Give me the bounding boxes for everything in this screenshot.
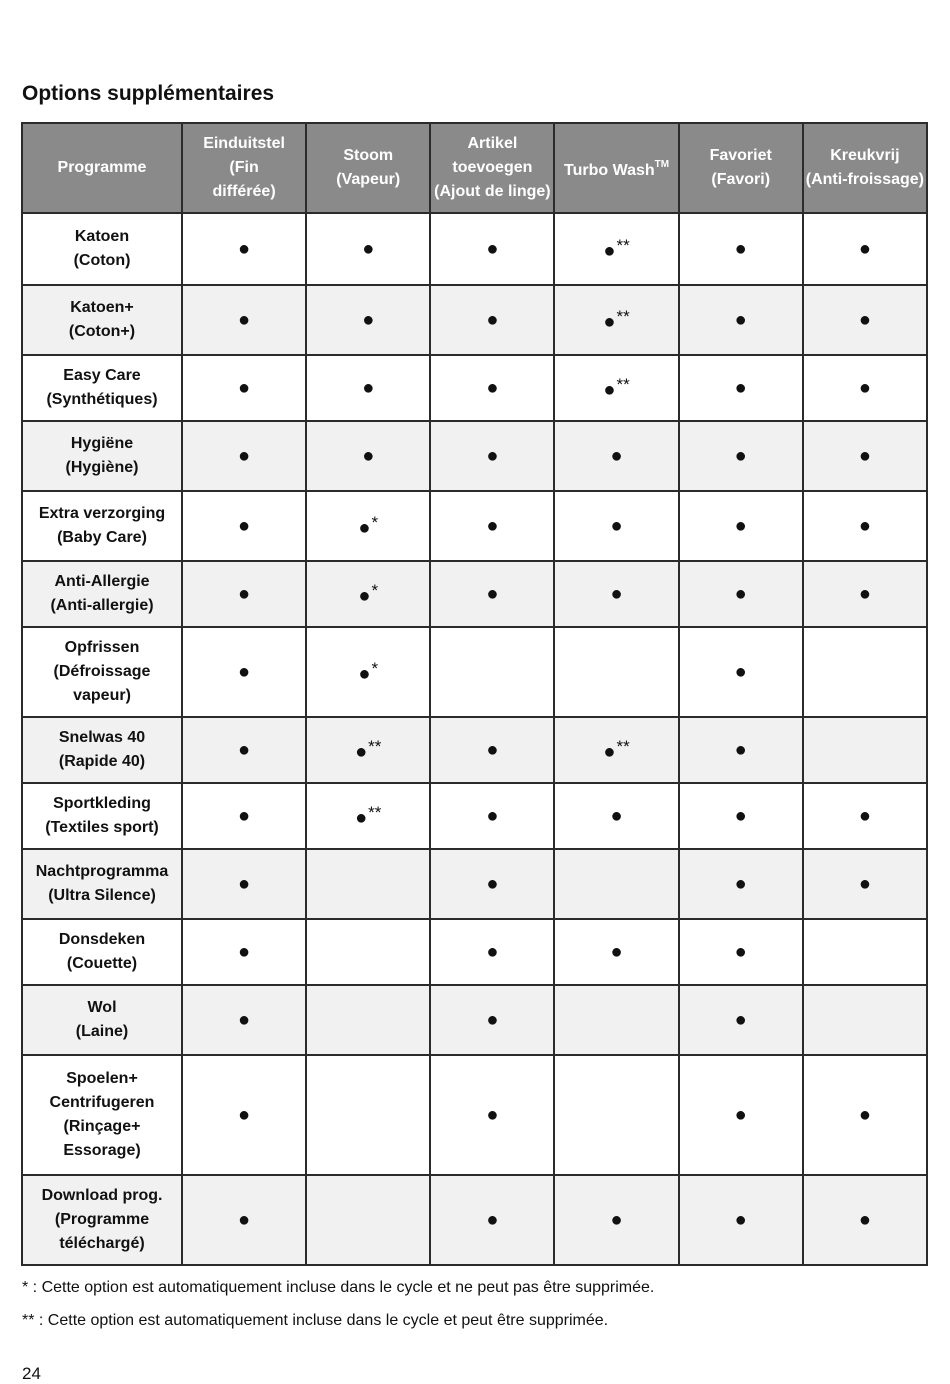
option-cell	[182, 285, 306, 355]
programme-line: Wol	[87, 999, 117, 1016]
option-cell	[182, 717, 306, 783]
header-line: (Vapeur)	[336, 171, 401, 188]
option-cell	[554, 627, 678, 717]
option-cell	[679, 1055, 803, 1175]
option-cell	[679, 717, 803, 783]
availability-mark: ●**	[355, 803, 382, 829]
option-cell	[803, 627, 927, 717]
availability-mark: ●	[486, 1103, 499, 1126]
table-row	[22, 1175, 927, 1265]
table-row	[22, 849, 927, 919]
table-row	[22, 1055, 927, 1175]
option-cell	[182, 849, 306, 919]
header-artikel-toevoegen	[430, 123, 554, 213]
header-turbo-wash	[554, 123, 678, 213]
availability-mark: ●	[238, 804, 251, 827]
option-cell	[554, 421, 678, 491]
programme-line: Spoelen+	[66, 1070, 138, 1087]
option-cell	[554, 783, 678, 849]
option-cell	[182, 1175, 306, 1265]
programme-name	[22, 717, 182, 783]
programme-line: Essorage)	[63, 1142, 141, 1159]
option-cell	[430, 627, 554, 717]
header-line: (Fin	[229, 159, 259, 176]
programme-line: Katoen	[74, 228, 130, 245]
option-cell	[182, 919, 306, 985]
option-cell	[430, 1175, 554, 1265]
option-cell	[306, 491, 430, 561]
option-cell	[679, 561, 803, 627]
availability-mark: ●	[734, 738, 747, 761]
header-line: Einduitstel	[203, 135, 285, 152]
header-line: Kreukvrij	[830, 147, 900, 164]
availability-mark: ●*	[358, 513, 379, 539]
programme-name	[22, 213, 182, 285]
programme-line: vapeur)	[73, 687, 131, 704]
availability-mark: ●	[238, 660, 251, 683]
header-line: Favoriet	[709, 147, 772, 164]
header-row	[22, 123, 927, 213]
availability-mark: ●	[734, 804, 747, 827]
option-cell	[803, 491, 927, 561]
option-cell	[803, 561, 927, 627]
availability-mark: ●	[486, 872, 499, 895]
option-cell	[679, 491, 803, 561]
option-cell	[182, 355, 306, 421]
option-cell	[803, 285, 927, 355]
header-line: (Ajout de linge)	[434, 183, 551, 200]
option-cell	[306, 561, 430, 627]
programme-line: (Défroissage	[53, 663, 151, 680]
availability-mark: ●	[610, 582, 623, 605]
option-cell	[182, 1055, 306, 1175]
header-einduitstel	[182, 123, 306, 213]
header-line: Turbo Wash	[563, 162, 655, 179]
availability-mark: ●	[734, 1008, 747, 1031]
availability-mark: ●	[362, 308, 375, 331]
header-line: toevoegen	[452, 159, 533, 176]
availability-mark: ●	[734, 308, 747, 331]
table-body	[22, 213, 927, 1265]
availability-mark: ●	[858, 804, 871, 827]
programme-line: Opfrissen	[64, 639, 140, 656]
availability-mark: ●	[486, 237, 499, 260]
table-row	[22, 919, 927, 985]
option-cell	[430, 491, 554, 561]
availability-mark: ●	[734, 376, 747, 399]
option-cell	[554, 355, 678, 421]
availability-mark: ●	[858, 514, 871, 537]
programme-name	[22, 285, 182, 355]
availability-mark: ●	[734, 1208, 747, 1231]
availability-mark: ●**	[603, 307, 630, 333]
availability-mark: ●	[238, 444, 251, 467]
availability-mark: ●	[238, 1208, 251, 1231]
programme-name	[22, 627, 182, 717]
option-cell	[803, 213, 927, 285]
option-cell	[679, 285, 803, 355]
option-cell	[306, 421, 430, 491]
option-cell	[554, 985, 678, 1055]
table-row	[22, 561, 927, 627]
option-cell	[679, 213, 803, 285]
availability-mark: ●	[486, 514, 499, 537]
option-cell	[306, 783, 430, 849]
availability-mark: ●	[858, 308, 871, 331]
programme-line: téléchargé)	[59, 1235, 145, 1252]
header-programme: Programme	[22, 123, 182, 213]
programme-line: Extra verzorging	[38, 505, 166, 522]
option-cell	[803, 717, 927, 783]
availability-mark: ●	[858, 1103, 871, 1126]
option-cell	[306, 1055, 430, 1175]
availability-mark: ●	[238, 237, 251, 260]
programme-line: (Coton)	[73, 252, 131, 269]
option-cell	[679, 985, 803, 1055]
programme-name	[22, 1175, 182, 1265]
availability-mark: ●	[734, 940, 747, 963]
option-cell	[182, 783, 306, 849]
option-cell	[554, 1055, 678, 1175]
availability-mark: ●*	[358, 659, 379, 685]
option-cell	[554, 717, 678, 783]
programme-line: Snelwas 40	[58, 729, 146, 746]
availability-mark: ●	[486, 804, 499, 827]
option-cell	[306, 285, 430, 355]
programme-line: (Baby Care)	[57, 529, 147, 546]
option-cell	[430, 849, 554, 919]
availability-mark: ●	[238, 514, 251, 537]
programme-line: Download prog.	[41, 1187, 163, 1204]
option-cell	[554, 1175, 678, 1265]
availability-mark: ●	[238, 1008, 251, 1031]
programme-line: (Programme	[54, 1211, 150, 1228]
programme-line: (Anti-allergie)	[50, 597, 154, 614]
programme-name	[22, 421, 182, 491]
availability-mark: ●	[734, 237, 747, 260]
header-line: différée)	[212, 183, 276, 200]
option-cell	[306, 985, 430, 1055]
footnote-double-asterisk: ** : Cette option est automatiquement incluse dans le cycle et peut être supprimée.	[22, 1312, 609, 1329]
availability-mark: ●	[486, 738, 499, 761]
availability-mark: ●	[486, 308, 499, 331]
availability-mark: ●	[858, 237, 871, 260]
footnote-single-asterisk: * : Cette option est automatiquement incluse dans le cycle et ne peut pas être supprimée.	[22, 1279, 655, 1296]
header-kreukvrij	[803, 123, 927, 213]
availability-mark: ●	[858, 444, 871, 467]
trademark-mark: TM	[654, 159, 670, 170]
availability-mark: ●	[238, 940, 251, 963]
availability-mark: ●	[238, 582, 251, 605]
programme-line: (Rinçage+	[63, 1118, 141, 1135]
programme-line: (Laine)	[75, 1023, 129, 1040]
table-row	[22, 355, 927, 421]
table-row	[22, 491, 927, 561]
programme-name	[22, 561, 182, 627]
programme-line: (Hygiène)	[65, 459, 139, 476]
availability-mark: ●**	[603, 375, 630, 401]
availability-mark: ●	[238, 308, 251, 331]
availability-mark: ●	[610, 514, 623, 537]
availability-mark: ●	[486, 376, 499, 399]
header-stoom	[306, 123, 430, 213]
availability-mark: ●**	[355, 737, 382, 763]
availability-mark: ●	[362, 376, 375, 399]
availability-mark: ●	[610, 940, 623, 963]
option-cell	[803, 355, 927, 421]
programme-name	[22, 491, 182, 561]
option-cell	[554, 561, 678, 627]
option-cell	[306, 1175, 430, 1265]
availability-mark: ●	[362, 444, 375, 467]
table-row	[22, 213, 927, 285]
option-cell	[430, 919, 554, 985]
programme-line: Centrifugeren	[49, 1094, 155, 1111]
option-cell	[182, 627, 306, 717]
header-line: Artikel	[467, 135, 518, 152]
option-cell	[182, 421, 306, 491]
option-cell	[182, 985, 306, 1055]
option-cell	[182, 213, 306, 285]
availability-mark: ●	[610, 1208, 623, 1231]
availability-mark: ●	[486, 1208, 499, 1231]
header-favoriet	[679, 123, 803, 213]
availability-mark: ●	[486, 444, 499, 467]
option-cell	[182, 561, 306, 627]
availability-mark: ●	[238, 872, 251, 895]
programme-line: Anti-Allergie	[54, 573, 150, 590]
availability-mark: ●*	[358, 581, 379, 607]
option-cell	[679, 849, 803, 919]
programme-line: (Ultra Silence)	[48, 887, 156, 904]
option-cell	[803, 783, 927, 849]
option-cell	[803, 1055, 927, 1175]
programme-line: Sportkleding	[53, 795, 151, 812]
programme-line: (Textiles sport)	[45, 819, 159, 836]
option-cell	[679, 1175, 803, 1265]
availability-mark: ●	[238, 1103, 251, 1126]
programme-name	[22, 919, 182, 985]
options-table	[21, 122, 928, 1266]
header-line: Stoom	[343, 147, 394, 164]
option-cell	[430, 717, 554, 783]
programme-line: Donsdeken	[58, 931, 146, 948]
availability-mark: ●	[238, 738, 251, 761]
availability-mark: ●	[238, 376, 251, 399]
table-row	[22, 627, 927, 717]
availability-mark: ●	[734, 444, 747, 467]
option-cell	[679, 627, 803, 717]
availability-mark: ●	[734, 514, 747, 537]
availability-mark: ●	[858, 376, 871, 399]
option-cell	[679, 919, 803, 985]
availability-mark: ●	[610, 444, 623, 467]
option-cell	[554, 849, 678, 919]
option-cell	[679, 355, 803, 421]
page-number: 24	[22, 1364, 41, 1383]
programme-line: Katoen+	[70, 299, 134, 316]
table-row	[22, 717, 927, 783]
programme-line: (Rapide 40)	[58, 753, 146, 770]
option-cell	[554, 491, 678, 561]
programme-line: Hygiëne	[70, 435, 134, 452]
option-cell	[803, 985, 927, 1055]
programme-line: Easy Care	[63, 367, 141, 384]
option-cell	[679, 421, 803, 491]
option-cell	[306, 355, 430, 421]
option-cell	[306, 717, 430, 783]
availability-mark: ●	[486, 582, 499, 605]
header-line: (Anti-froissage)	[805, 171, 924, 188]
programme-line: (Coton+)	[68, 323, 136, 340]
option-cell	[430, 355, 554, 421]
availability-mark: ●	[486, 940, 499, 963]
option-cell	[306, 919, 430, 985]
programme-name	[22, 783, 182, 849]
table-row	[22, 421, 927, 491]
table-row	[22, 783, 927, 849]
programme-name	[22, 1055, 182, 1175]
option-cell	[306, 849, 430, 919]
option-cell	[554, 919, 678, 985]
option-cell	[430, 213, 554, 285]
option-cell	[430, 783, 554, 849]
option-cell	[803, 1175, 927, 1265]
programme-line: (Couette)	[66, 955, 138, 972]
availability-mark: ●	[486, 1008, 499, 1031]
availability-mark: ●	[362, 237, 375, 260]
availability-mark: ●	[734, 582, 747, 605]
option-cell	[430, 561, 554, 627]
option-cell	[430, 421, 554, 491]
option-cell	[430, 285, 554, 355]
option-cell	[182, 491, 306, 561]
availability-mark: ●	[858, 582, 871, 605]
option-cell	[803, 421, 927, 491]
availability-mark: ●	[734, 1103, 747, 1126]
table-row	[22, 985, 927, 1055]
header-line: (Favori)	[711, 171, 771, 188]
availability-mark: ●**	[603, 236, 630, 262]
option-cell	[306, 627, 430, 717]
programme-name	[22, 355, 182, 421]
availability-mark: ●	[610, 804, 623, 827]
option-cell	[430, 985, 554, 1055]
availability-mark: ●	[734, 660, 747, 683]
option-cell	[554, 285, 678, 355]
availability-mark: ●	[858, 1208, 871, 1231]
table-row	[22, 285, 927, 355]
option-cell	[554, 213, 678, 285]
option-cell	[306, 213, 430, 285]
programme-line: (Synthétiques)	[46, 391, 158, 408]
option-cell	[430, 1055, 554, 1175]
availability-mark: ●	[734, 872, 747, 895]
programme-line: Nachtprogramma	[35, 863, 169, 880]
programme-name	[22, 985, 182, 1055]
option-cell	[803, 849, 927, 919]
page-title: Options supplémentaires	[22, 82, 275, 105]
availability-mark: ●**	[603, 737, 630, 763]
option-cell	[803, 919, 927, 985]
option-cell	[679, 783, 803, 849]
availability-mark: ●	[858, 872, 871, 895]
programme-name	[22, 849, 182, 919]
